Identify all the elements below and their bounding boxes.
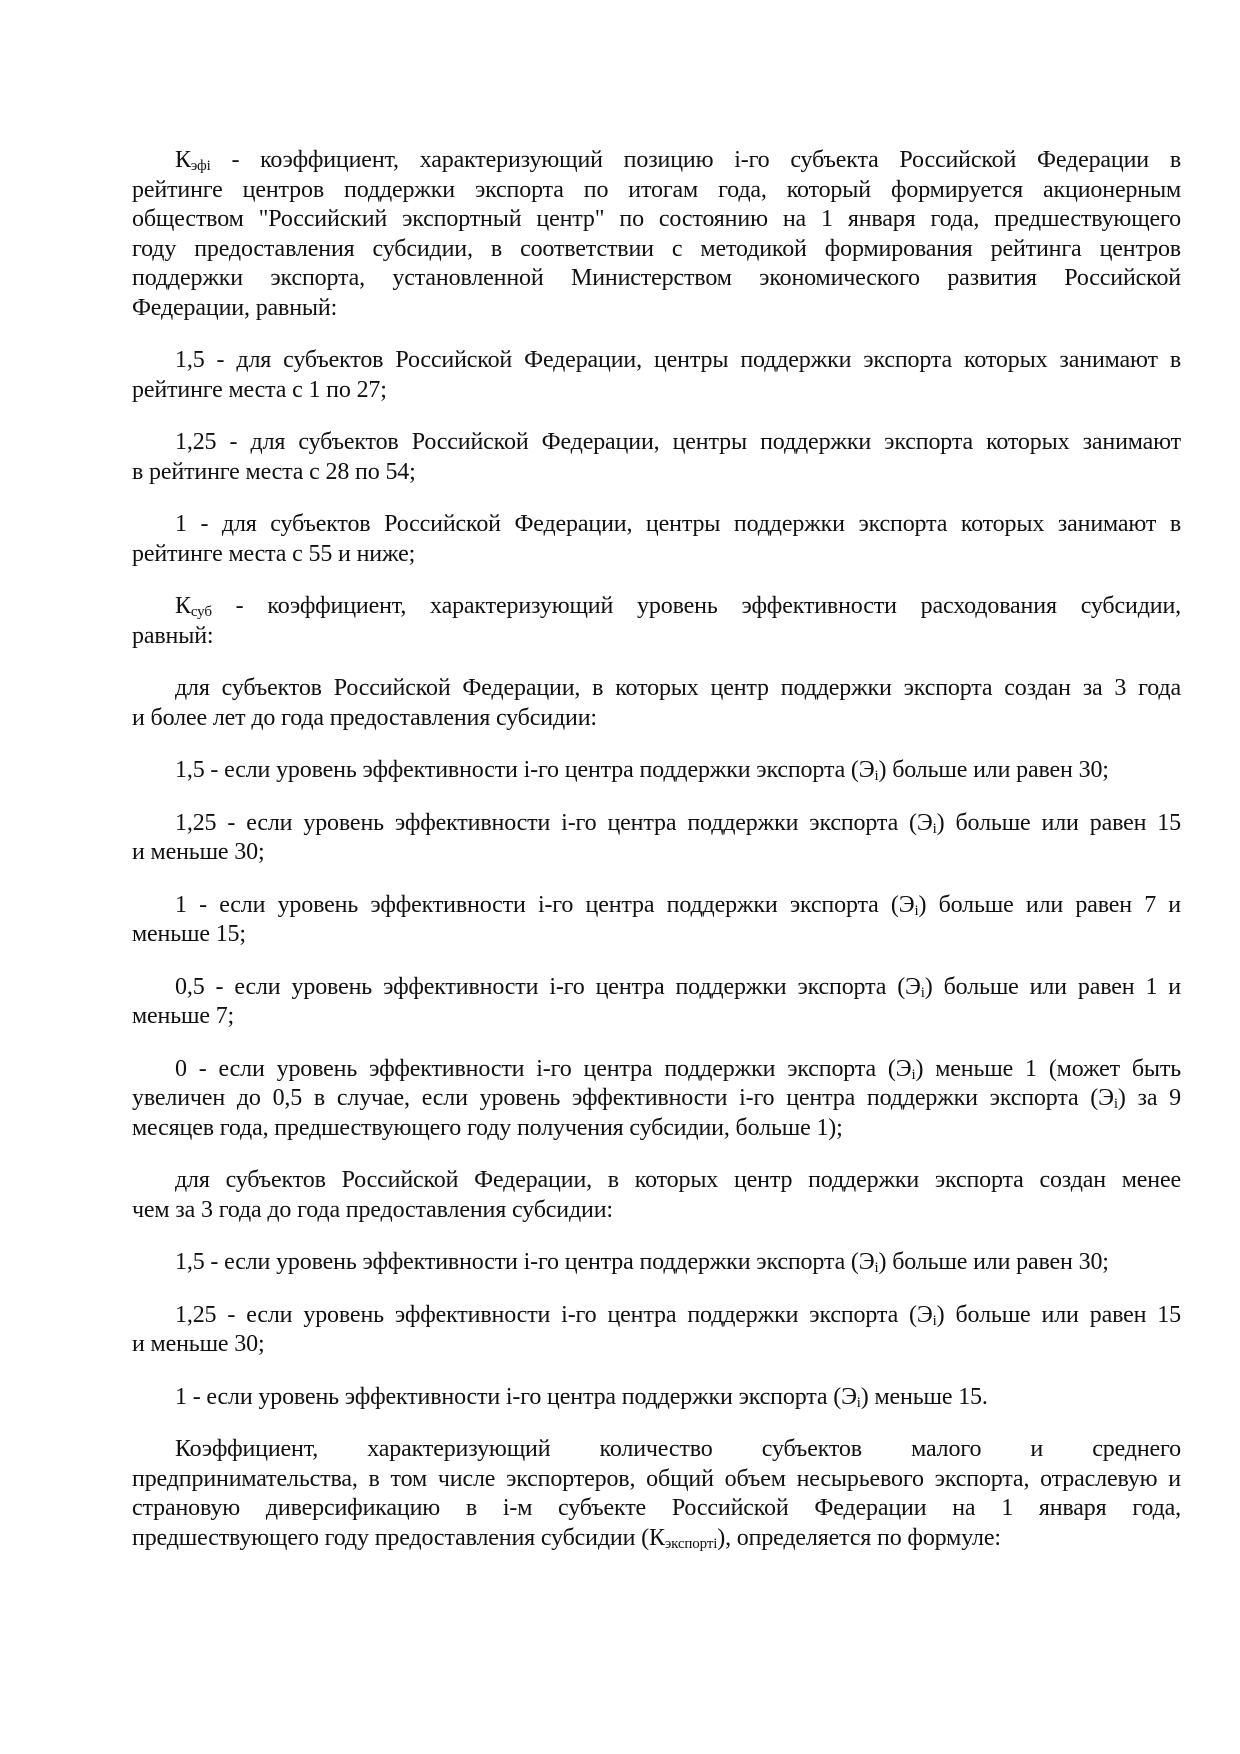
- text-segment: 1 - если уровень эффективности i-го центра поддержки экспорта (Э: [175, 891, 915, 918]
- text-line: [132, 235, 1181, 265]
- subscript: i: [914, 902, 919, 919]
- text-segment: - коэффициент, характеризующий позицию i-го субъекта Российской Федерации в: [210, 147, 1181, 173]
- text-segment: поддержки экспорта, установленной Министерством экономического развития Российской: [132, 265, 1181, 291]
- text-segment: Коэффициент, характеризующий количество субъектов малого и среднего: [175, 1436, 1181, 1462]
- paragraph: [132, 756, 1181, 786]
- text-segment: 0,5 - если уровень эффективности i-го центра поддержки экспорта (Э: [175, 973, 921, 1000]
- text-line: [132, 1383, 1181, 1413]
- text-segment: - коэффициент, характеризующий уровень эффективности расходования субсидии,: [211, 593, 1181, 619]
- text-segment: увеличен до 0,5 в случае, если уровень эффективности i-го центра поддержки экспорта (Э: [132, 1085, 1114, 1111]
- text-segment: году предоставления субсидии, в соответствии с методикой формирования рейтинга центров: [132, 235, 1181, 262]
- text-segment: ) меньше 15.: [860, 1383, 988, 1410]
- text-segment: 1 - если уровень эффективности i-го центра поддержки экспорта (Э: [175, 1383, 857, 1410]
- text-segment: ) больше или равен 1 и: [924, 973, 1181, 1000]
- paragraph: [132, 1435, 1181, 1553]
- text-line: [132, 428, 1181, 458]
- text-line: [132, 1002, 1181, 1032]
- subscript: i: [932, 820, 937, 837]
- text-segment: Федерации, равный:: [132, 294, 338, 321]
- text-line: [132, 1435, 1181, 1465]
- text-line: [132, 809, 1181, 839]
- text-segment: 1,5 - если уровень эффективности i-го центра поддержки экспорта (Э: [175, 1249, 875, 1275]
- text-line: [132, 1330, 1181, 1360]
- text-segment: меньше 15;: [132, 921, 246, 947]
- text-line: [132, 1114, 1181, 1144]
- text-segment: рейтинге центров поддержки экспорта по итогам года, который формируется акционерным: [132, 176, 1181, 203]
- subscript: i: [874, 1260, 879, 1276]
- paragraph: [132, 1166, 1181, 1225]
- text-line: [132, 1084, 1181, 1114]
- subscript: i: [856, 1394, 861, 1411]
- text-segment: равный:: [132, 622, 214, 649]
- paragraph: [132, 891, 1181, 950]
- text-segment: рейтинге места с 55 и ниже;: [132, 540, 416, 567]
- text-segment: ) больше или равен 15: [936, 1301, 1182, 1328]
- text-line: [132, 176, 1181, 206]
- text-line: [132, 205, 1181, 235]
- text-line: [132, 540, 1181, 570]
- text-segment: ) больше или равен 30;: [878, 1249, 1109, 1275]
- text-line: [132, 891, 1181, 921]
- text-segment: 0 - если уровень эффективности i-го центра поддержки экспорта (Э: [175, 1055, 912, 1082]
- text-segment: и меньше 30;: [132, 839, 265, 865]
- text-segment: 1 - для субъектов Российской Федерации, центры поддержки экспорта которых занимают в: [175, 511, 1181, 537]
- text-line: [132, 756, 1181, 786]
- document-page: [132, 146, 1181, 1576]
- text-line: [132, 1465, 1181, 1495]
- text-segment: для субъектов Российской Федерации, в которых центр поддержки экспорта создан за 3 года: [175, 675, 1181, 701]
- text-segment: ) меньше 1 (может быть: [915, 1055, 1181, 1082]
- text-line: [132, 704, 1181, 734]
- text-segment: ) больше или равен 15: [936, 809, 1182, 836]
- text-line: [132, 622, 1181, 652]
- text-line: [132, 674, 1181, 704]
- text-segment: чем за 3 года до года предоставления субсидии:: [132, 1196, 613, 1223]
- paragraph: [132, 674, 1181, 733]
- text-line: [132, 1524, 1181, 1554]
- paragraph: [132, 1055, 1181, 1144]
- text-segment: 1,25 - если уровень эффективности i-го центра поддержки экспорта (Э: [175, 1301, 933, 1328]
- paragraph: [132, 146, 1181, 323]
- text-segment: ) больше или равен 7 и: [918, 891, 1181, 918]
- text-line: [132, 1301, 1181, 1331]
- text-segment: 1,5 - для субъектов Российской Федерации, центры поддержки экспорта которых занимают в: [175, 347, 1181, 373]
- text-line: [132, 458, 1181, 488]
- text-segment: ), определяется по формуле:: [717, 1524, 1001, 1551]
- text-line: [132, 592, 1181, 622]
- text-segment: для субъектов Российской Федерации, в которых центр поддержки экспорта создан менее: [175, 1167, 1181, 1193]
- paragraph: [132, 510, 1181, 569]
- paragraph: [132, 973, 1181, 1032]
- subscript: i: [1113, 1096, 1118, 1112]
- subscript: эфi: [190, 158, 211, 174]
- text-line: [132, 146, 1181, 176]
- text-segment: 1,25 - для субъектов Российской Федерации, центры поддержки экспорта которых занимают: [175, 429, 1181, 455]
- text-segment: ) за 9: [1117, 1085, 1181, 1111]
- text-segment: предшествующего году предоставления субсидии (К: [132, 1524, 665, 1551]
- text-segment: меньше 7;: [132, 1003, 235, 1029]
- text-line: [132, 1055, 1181, 1085]
- subscript: i: [911, 1066, 916, 1083]
- paragraph: [132, 1301, 1181, 1360]
- text-segment: 1,5 - если уровень эффективности i-го центра поддержки экспорта (Э: [175, 757, 875, 783]
- subscript: i: [920, 984, 925, 1001]
- text-line: [132, 376, 1181, 406]
- text-segment: обществом "Российский экспортный центр" по состоянию на 1 января года, предшествующего: [132, 206, 1181, 232]
- text-line: [132, 920, 1181, 950]
- subscript: i: [874, 768, 879, 784]
- text-segment: ) больше или равен 30;: [878, 757, 1109, 783]
- text-segment: месяцев года, предшествующего году получения субсидии, больше 1);: [132, 1114, 843, 1141]
- paragraph: [132, 346, 1181, 405]
- text-line: [132, 838, 1181, 868]
- text-line: [132, 1248, 1181, 1278]
- paragraph: [132, 428, 1181, 487]
- text-line: [132, 973, 1181, 1003]
- text-segment: рейтинге места с 1 по 27;: [132, 376, 387, 403]
- text-segment: предпринимательства, в том числе экспортеров, общий объем несырьевого экспорта, отраслевую и: [132, 1465, 1181, 1492]
- text-segment: и меньше 30;: [132, 1331, 265, 1357]
- text-line: [132, 1494, 1181, 1524]
- text-line: [132, 510, 1181, 540]
- text-segment: К: [175, 593, 191, 619]
- paragraph: [132, 809, 1181, 868]
- paragraph: [132, 592, 1181, 651]
- text-segment: страновую диверсификацию в i-м субъекте Российской Федерации на 1 января года,: [132, 1495, 1181, 1521]
- paragraph: [132, 1383, 1181, 1413]
- text-line: [132, 264, 1181, 294]
- subscript: экспортi: [664, 1535, 718, 1552]
- text-segment: в рейтинге места с 28 по 54;: [132, 458, 416, 485]
- text-line: [132, 1196, 1181, 1226]
- subscript: i: [932, 1312, 937, 1329]
- text-segment: и более лет до года предоставления субсидии:: [132, 704, 597, 731]
- text-line: [132, 346, 1181, 376]
- text-segment: 1,25 - если уровень эффективности i-го центра поддержки экспорта (Э: [175, 809, 933, 836]
- subscript: суб: [190, 604, 212, 620]
- text-line: [132, 294, 1181, 324]
- paragraph: [132, 1248, 1181, 1278]
- text-segment: К: [175, 147, 191, 173]
- text-line: [132, 1166, 1181, 1196]
